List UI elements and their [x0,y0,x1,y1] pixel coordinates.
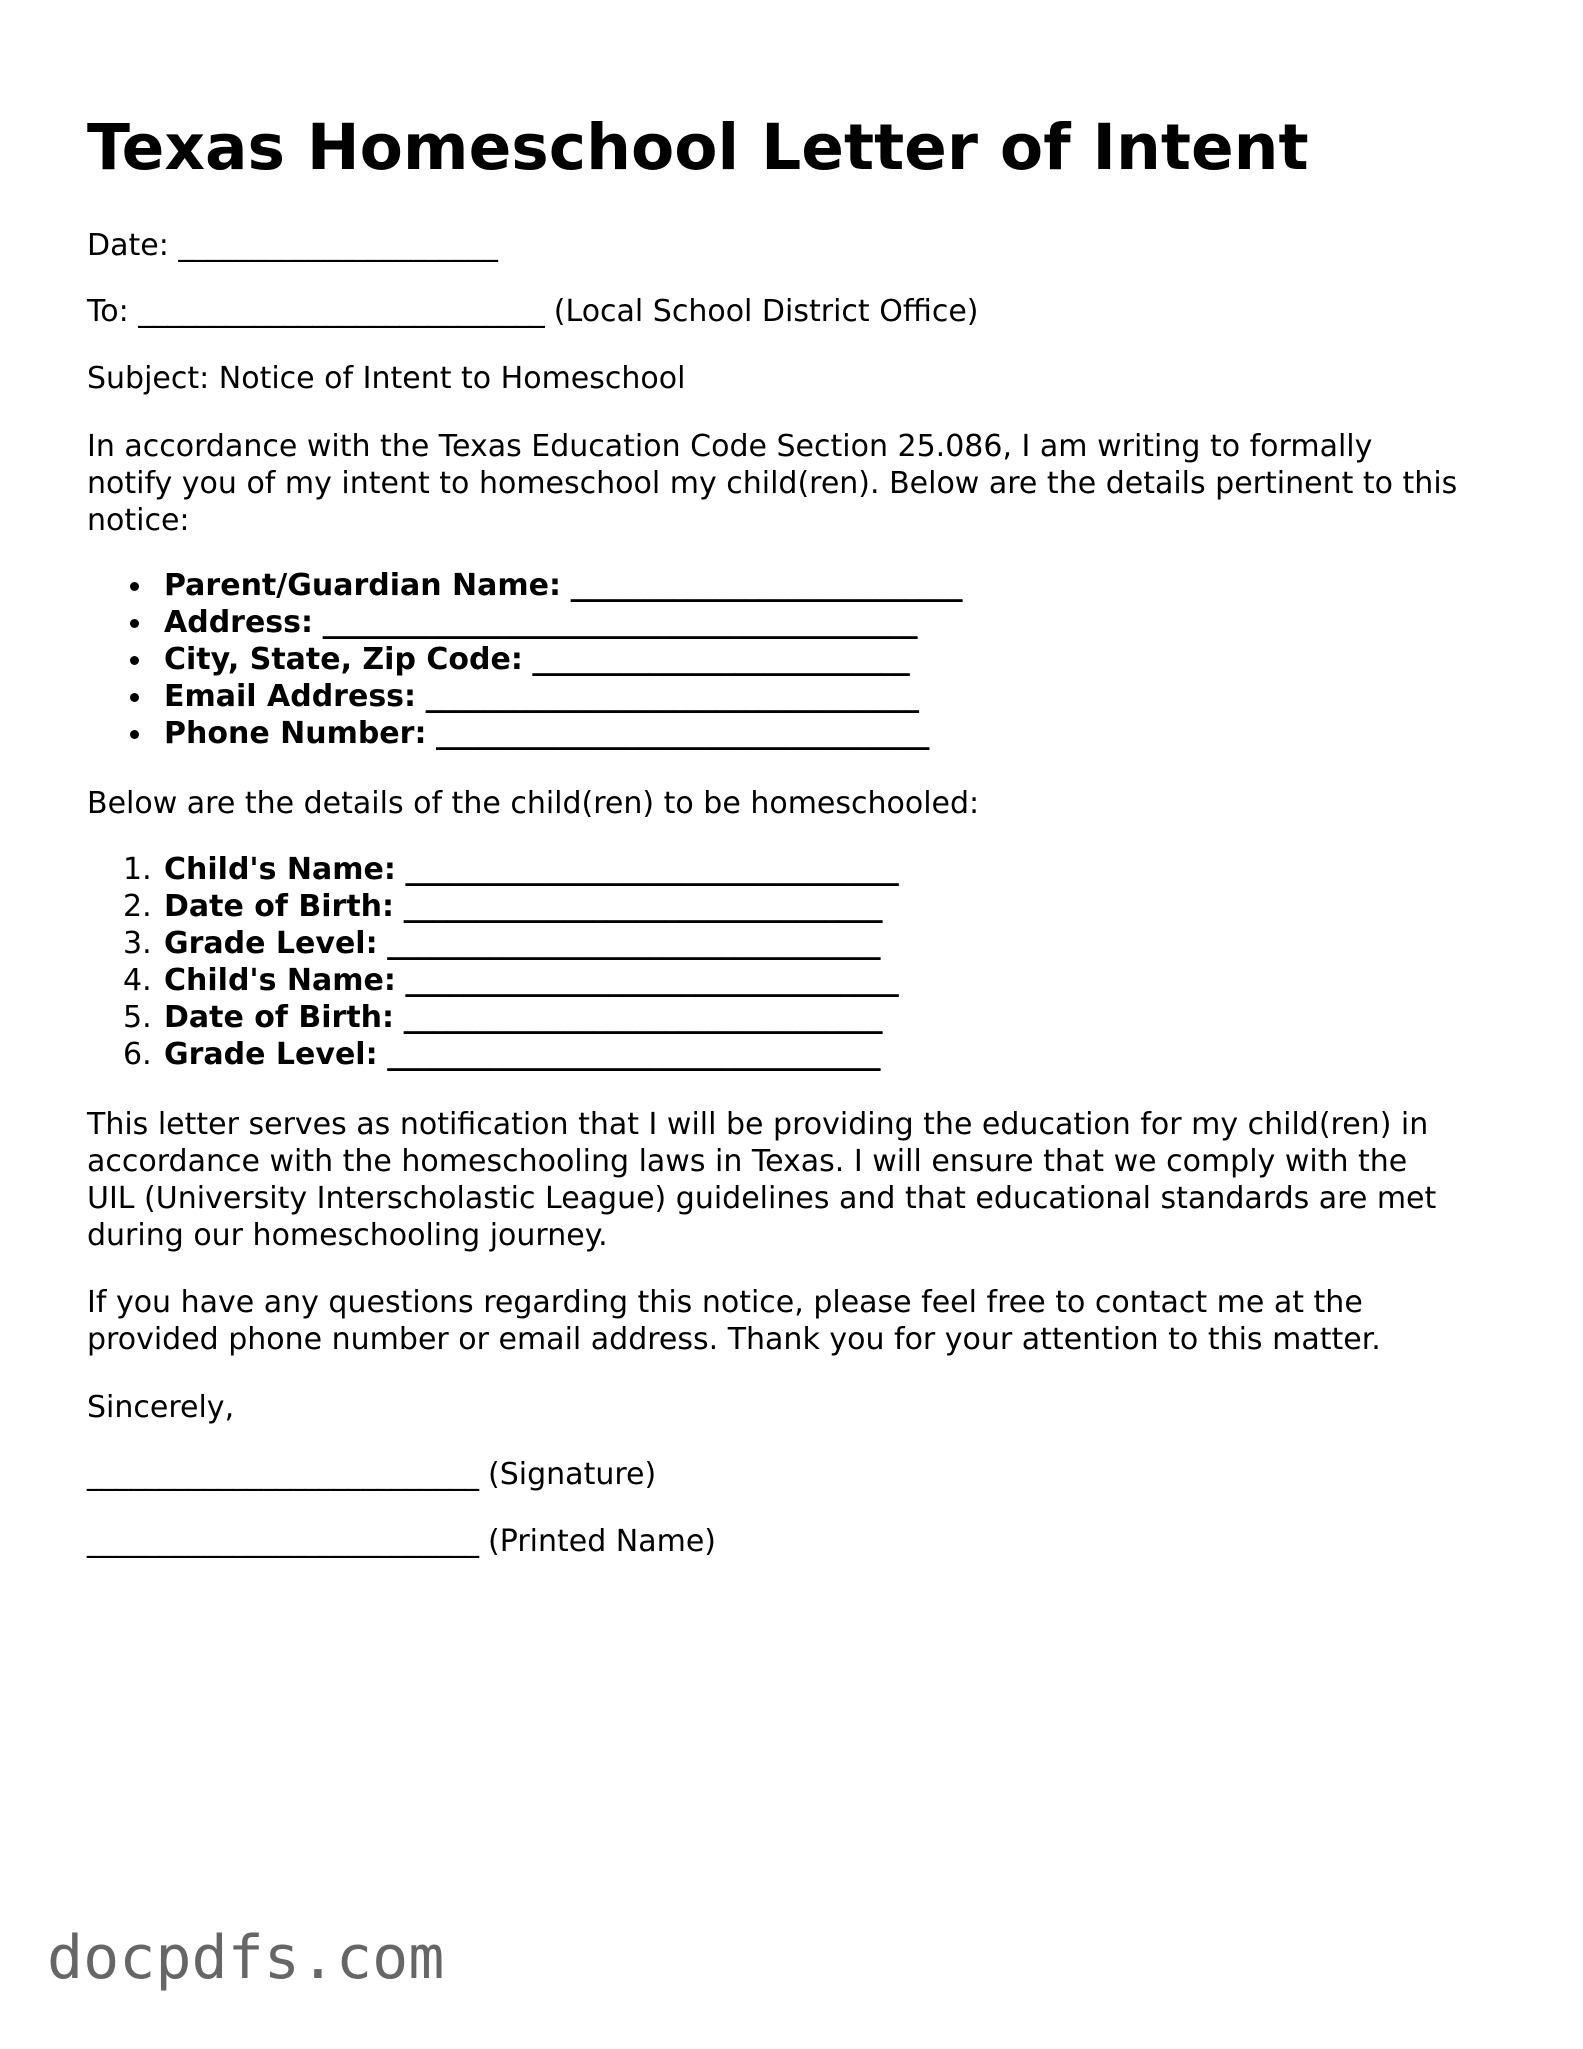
paragraph-line: notice: [87,503,190,538]
paragraph-line: If you have any questions regarding this notice, please feel free to contact me at the [87,1285,1363,1320]
field-label: Address: [164,605,314,640]
field-label: Child's Name: [164,852,396,887]
field-blank: ___________________________ [570,568,963,603]
phone-item [87,715,962,752]
child-details-list [87,851,898,1073]
field-label: Parent/Guardian Name: [164,568,562,603]
printed-name-line [87,1523,716,1560]
paragraph-line: during our homeschooling journey. [87,1218,608,1253]
subject-line: Subject: Notice of Intent to Homeschool [87,361,686,396]
paragraph-line: notify you of my intent to homeschool my child(ren). Below are the details pertinent to this [87,466,1458,501]
parent-name-item [87,567,962,604]
to-line [87,293,978,330]
bullet-icon [130,730,139,739]
date-line [87,227,497,264]
printed-name-suffix: (Printed Name) [488,1524,717,1559]
paragraph-line: In accordance with the Texas Education Code Section 25.086, I am writing to formally [87,429,1373,464]
field-label: Child's Name: [164,963,396,998]
item-number: 1. [123,852,152,887]
field-blank: _________________________________________ [322,605,918,640]
bullet-icon [130,582,139,591]
notification-paragraph [87,1106,1507,1254]
field-blank: __________________________________ [405,963,899,998]
city-state-zip-item [87,641,962,678]
intro-paragraph [87,428,1507,539]
to-suffix: (Local School District Office) [553,294,979,329]
page-title: Texas Homeschool Letter of Intent [87,111,1309,184]
field-label: Grade Level: [164,926,378,961]
field-label: City, State, Zip Code: [164,642,523,677]
contact-paragraph [87,1284,1507,1358]
to-blank: ____________________________ [138,294,545,329]
field-blank: _________________________________ [403,889,883,924]
bullet-icon [130,656,139,665]
paragraph-line: This letter serves as notification that I will be providing the education for my child(ren) in [87,1107,1429,1142]
paragraph-line: provided phone number or email address. Thank you for your attention to this matter. [87,1322,1381,1357]
child-dob-item [87,888,898,925]
parent-details-list [87,567,962,752]
field-label: Date of Birth: [164,1000,395,1035]
signature-line [87,1456,656,1493]
to-label: To: [87,294,129,329]
printed-name-blank: ___________________________ [87,1524,479,1559]
field-blank: __________________________________ [387,926,881,961]
watermark: docpdfs.com [47,1923,445,1993]
signature-suffix: (Signature) [488,1457,657,1492]
item-number: 5. [123,1000,152,1035]
item-number: 4. [123,963,152,998]
item-number: 6. [123,1037,152,1072]
child-grade-item [87,1036,898,1073]
email-item [87,678,962,715]
closing: Sincerely, [87,1390,235,1425]
bullet-icon [130,619,139,628]
field-label: Phone Number: [164,716,427,751]
item-number: 3. [123,926,152,961]
item-number: 2. [123,889,152,924]
child-name-item [87,962,898,999]
field-label: Grade Level: [164,1037,378,1072]
children-intro: Below are the details of the child(ren) to be homeschooled: [87,786,980,821]
bullet-icon [130,693,139,702]
field-label: Email Address: [164,679,417,714]
signature-blank: ___________________________ [87,1457,479,1492]
field-blank: __________________________________ [436,716,929,751]
address-item [87,604,962,641]
field-label: Date of Birth: [164,889,395,924]
field-blank: __________________________________ [387,1037,881,1072]
date-label: Date: [87,228,169,263]
field-blank: __________________________________ [405,852,899,887]
paragraph-line: UIL (University Interscholastic League) guidelines and that educational standards are met [87,1181,1437,1216]
child-name-item [87,851,898,888]
date-blank: ______________________ [178,228,498,263]
child-dob-item [87,999,898,1036]
field-blank: _________________________________ [403,1000,883,1035]
field-blank: __________________________________ [425,679,919,714]
paragraph-line: accordance with the homeschooling laws in Texas. I will ensure that we comply with the [87,1144,1408,1179]
child-grade-item [87,925,898,962]
field-blank: __________________________ [532,642,910,677]
